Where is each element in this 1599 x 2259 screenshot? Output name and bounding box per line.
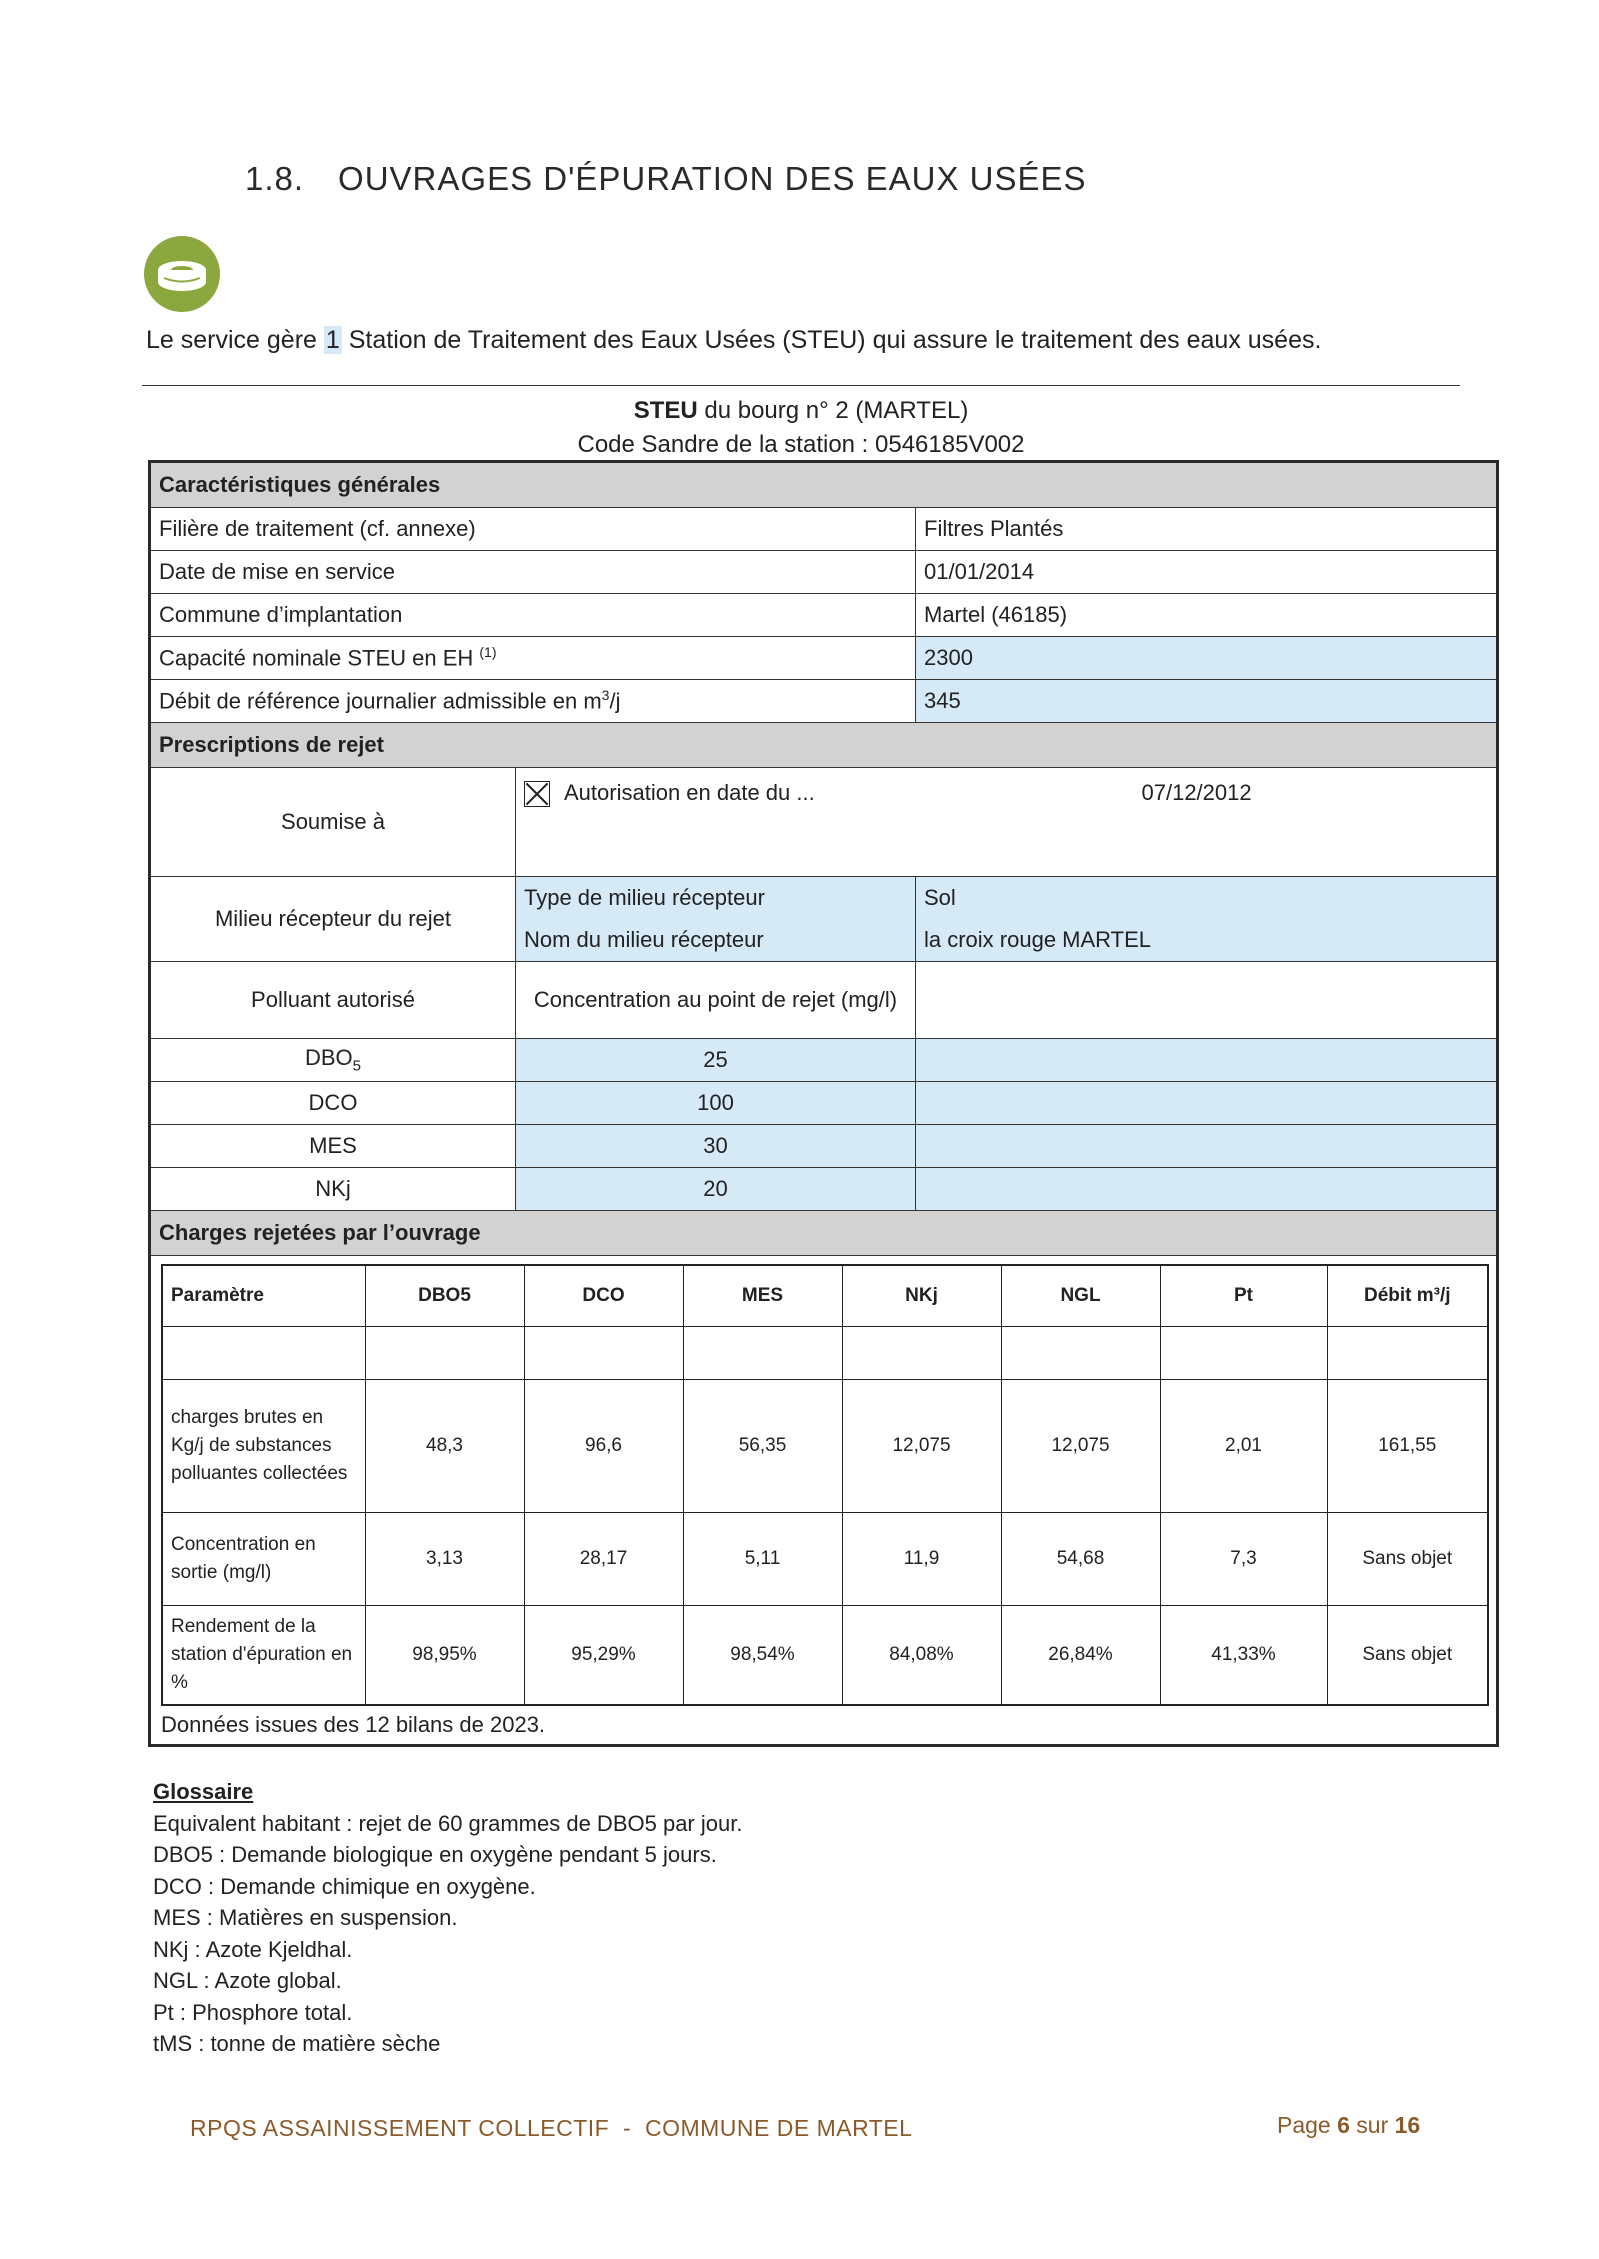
- station-name: du bourg n° 2 (MARTEL): [697, 397, 969, 424]
- table-cell: 5,11: [683, 1513, 842, 1606]
- table-row: [150, 637, 1498, 680]
- table-cell: 2,01: [1160, 1380, 1327, 1513]
- row-value: 01/01/2014: [916, 551, 1498, 594]
- row-label: [150, 637, 916, 680]
- glossary-item: DBO5 : Demande biologique en oxygène pendant 5 jours.: [153, 1842, 717, 1867]
- page-prefix: Page: [1277, 2112, 1338, 2138]
- row-value: Martel (46185): [916, 594, 1498, 637]
- empty-cell: [916, 1125, 1498, 1168]
- glossary-item: tMS : tonne de matière sèche: [153, 2031, 441, 2056]
- column-header: DBO5: [365, 1265, 524, 1327]
- polluant-name: [150, 1039, 516, 1082]
- table-row: [162, 1380, 1488, 1513]
- row-value: 2300: [916, 637, 1498, 680]
- table-cell: 48,3: [365, 1380, 524, 1513]
- glossary-item: MES : Matières en suspension.: [153, 1905, 458, 1930]
- table-cell: 161,55: [1327, 1380, 1488, 1513]
- table-cell: 12,075: [842, 1380, 1001, 1513]
- table-cell: 12,075: [1001, 1380, 1160, 1513]
- intro-after: Station de Traitement des Eaux Usées (STEU) qui assure le traitement des eaux usées.: [341, 326, 1322, 354]
- column-header: MES: [683, 1265, 842, 1327]
- row-label: Date de mise en service: [150, 551, 916, 594]
- subscript: 5: [352, 1057, 362, 1075]
- table-row: [150, 1168, 1498, 1211]
- column-header: Pt: [1160, 1265, 1327, 1327]
- water-treatment-basin-icon: [144, 236, 220, 312]
- autorisation-date: 07/12/2012: [1141, 780, 1252, 805]
- row-label: [150, 680, 916, 723]
- table-cell: 26,84%: [1001, 1606, 1160, 1706]
- table-row: [162, 1513, 1488, 1606]
- empty-cell: [916, 1039, 1498, 1082]
- table-cell: 95,29%: [524, 1606, 683, 1706]
- polluant-value: 25: [516, 1039, 916, 1082]
- table-row: [150, 1125, 1498, 1168]
- table-cell: 11,9: [842, 1513, 1001, 1606]
- column-header: NKj: [842, 1265, 1001, 1327]
- autorisation-label: Autorisation en date du ...: [564, 780, 815, 805]
- empty-cell: [1001, 1327, 1160, 1380]
- section-heading: [245, 160, 1087, 198]
- table-row: [150, 768, 1498, 877]
- prescriptions-section-title: Prescriptions de rejet: [150, 723, 1498, 768]
- table-cell: 7,3: [1160, 1513, 1327, 1606]
- station-name-bold: STEU: [633, 397, 698, 424]
- intro-text: [146, 326, 1321, 355]
- glossary-item: Equivalent habitant : rejet de 60 grammes de DBO5 par jour.: [153, 1810, 743, 1836]
- column-header: DCO: [524, 1265, 683, 1327]
- glossary-item: NKj : Azote Kjeldhal.: [153, 1936, 353, 1962]
- checked-checkbox-icon: [524, 781, 550, 807]
- polluant-value: 20: [516, 1168, 916, 1211]
- table-row: [150, 877, 1498, 920]
- table-row: [150, 680, 1498, 723]
- column-header: Paramètre: [162, 1265, 365, 1327]
- empty-cell: [1160, 1327, 1327, 1380]
- station-count: 1: [325, 326, 340, 354]
- empty-cell: [916, 962, 1498, 1039]
- glossary-item: DCO : Demande chimique en oxygène.: [153, 1873, 536, 1899]
- debit-label-end: /j: [609, 688, 621, 714]
- section-title: OUVRAGES D'ÉPURATION DES EAUX USÉES: [338, 160, 1087, 197]
- empty-cell: [524, 1327, 683, 1380]
- table-cell: 98,54%: [683, 1606, 842, 1706]
- type-value: Sol: [916, 877, 1498, 920]
- empty-cell: [683, 1327, 842, 1380]
- nom-label: Nom du milieu récepteur: [516, 919, 916, 962]
- polluant-value: 30: [516, 1125, 916, 1168]
- page-number: [1277, 2112, 1420, 2139]
- table-row: [150, 1082, 1498, 1125]
- page-separator: sur: [1349, 2112, 1395, 2138]
- row-label: Rendement de la station d'épuration en %: [162, 1606, 365, 1706]
- empty-cell: [842, 1327, 1001, 1380]
- empty-cell: [162, 1327, 365, 1380]
- empty-cell: [365, 1327, 524, 1380]
- current-page: 6: [1337, 2112, 1350, 2138]
- table-header-row: [162, 1265, 1488, 1327]
- glossary-item: Pt : Phosphore total.: [153, 1999, 353, 2025]
- table-cell: Sans objet: [1327, 1513, 1488, 1606]
- table-cell: Sans objet: [1327, 1606, 1488, 1706]
- polluant-dbo: DBO: [304, 1045, 353, 1071]
- polluant-label: Polluant autorisé: [150, 962, 516, 1039]
- table-row: [150, 508, 1498, 551]
- glossary-item: NGL : Azote global.: [153, 1968, 342, 1993]
- table-cell: 98,95%: [365, 1606, 524, 1706]
- table-cell: 84,08%: [842, 1606, 1001, 1706]
- row-value: 345: [916, 680, 1498, 723]
- table-row: [150, 594, 1498, 637]
- polluant-name: NKj: [150, 1168, 516, 1211]
- polluant-name: MES: [150, 1125, 516, 1168]
- nom-value: la croix rouge MARTEL: [916, 919, 1498, 962]
- debit-label: Débit de référence journalier admissible en m: [159, 688, 602, 714]
- table-cell: 54,68: [1001, 1513, 1160, 1606]
- charges-section-title: Charges rejetées par l’ouvrage: [150, 1211, 1498, 1256]
- table-cell: 96,6: [524, 1380, 683, 1513]
- polluant-name: DCO: [150, 1082, 516, 1125]
- row-label: Commune d’implantation: [150, 594, 916, 637]
- table-cell: 28,17: [524, 1513, 683, 1606]
- superscript: 3: [601, 687, 610, 704]
- station-table: [148, 460, 1499, 1747]
- milieu-label: Milieu récepteur du rejet: [150, 877, 516, 962]
- autorisation-cell: [516, 768, 1498, 877]
- table-row: [150, 962, 1498, 1039]
- total-pages: 16: [1394, 2112, 1421, 2138]
- column-header: NGL: [1001, 1265, 1160, 1327]
- glossary: [153, 1776, 742, 2060]
- charges-container: [150, 1256, 1498, 1746]
- table-cell: 3,13: [365, 1513, 524, 1606]
- divider: [142, 385, 1460, 386]
- empty-cell: [1327, 1327, 1488, 1380]
- polluant-value: 100: [516, 1082, 916, 1125]
- table-row: [162, 1606, 1488, 1706]
- row-label: Filière de traitement (cf. annexe): [150, 508, 916, 551]
- table-row: [162, 1327, 1488, 1380]
- table-cell: 41,33%: [1160, 1606, 1327, 1706]
- table-row: [150, 1039, 1498, 1082]
- footer-title: RPQS ASSAINISSEMENT COLLECTIF - COMMUNE DE MARTEL: [190, 2115, 913, 2141]
- table-cell: 56,35: [683, 1380, 842, 1513]
- empty-cell: [916, 1082, 1498, 1125]
- table-row: [150, 551, 1498, 594]
- intro-before: Le service gère: [146, 326, 324, 354]
- footnote-mark: (1): [479, 644, 497, 661]
- concentration-header: Concentration au point de rejet (mg/l): [516, 962, 916, 1039]
- glossary-title: Glossaire: [153, 1779, 254, 1804]
- data-source-note: Données issues des 12 bilans de 2023.: [161, 1712, 546, 1737]
- station-title: [142, 394, 1460, 462]
- empty-cell: [916, 1168, 1498, 1211]
- row-label: Concentration en sortie (mg/l): [162, 1513, 365, 1606]
- row-value: Filtres Plantés: [916, 508, 1498, 551]
- general-section-title: Caractéristiques générales: [150, 462, 1498, 508]
- type-label: Type de milieu récepteur: [516, 877, 916, 920]
- section-number: 1.8.: [245, 160, 305, 197]
- row-label: charges brutes en Kg/j de substances polluantes collectées: [162, 1380, 365, 1513]
- column-header: Débit m³/j: [1327, 1265, 1488, 1327]
- capacity-label: Capacité nominale STEU en EH: [159, 645, 474, 671]
- charges-table: [161, 1264, 1489, 1706]
- station-code: Code Sandre de la station : 0546185V002: [577, 431, 1025, 458]
- soumise-label: Soumise à: [150, 768, 516, 877]
